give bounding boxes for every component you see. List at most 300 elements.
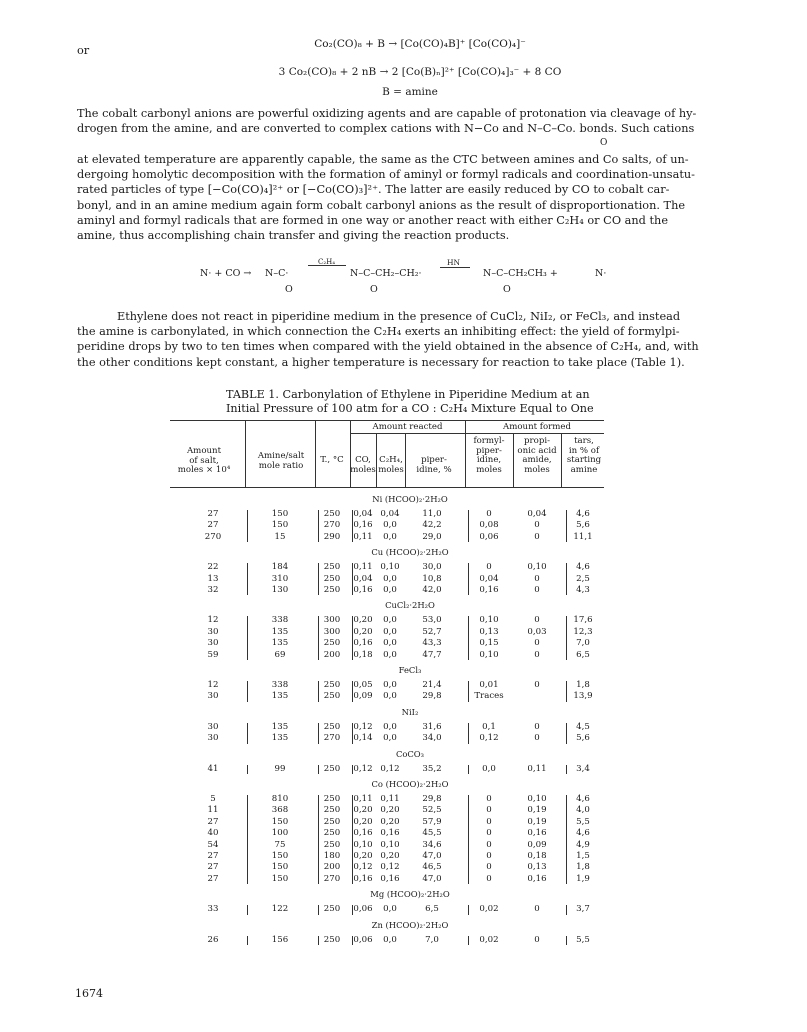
table-cell: 0,10: [479, 649, 499, 660]
table-cell: 0,10: [380, 562, 400, 573]
table-cell: 0,09: [353, 691, 373, 702]
header-amine-salt: Amine/salt mole ratio: [257, 451, 305, 471]
column-separator: [352, 936, 353, 945]
table-cell: 34,6: [422, 839, 442, 850]
table-cell: 0,0: [383, 531, 397, 542]
table-cell: 200: [323, 862, 341, 873]
table-cell: 57,9: [422, 816, 442, 827]
table-cell: 0,06: [479, 531, 499, 542]
column-separator: [352, 563, 353, 595]
table-cell: 45,5: [422, 828, 442, 839]
table-cell: 250: [323, 680, 341, 690]
table-cell: 1,8: [576, 680, 590, 690]
table-group-label: NiI₂: [401, 706, 419, 717]
table-cell: Traces: [474, 691, 504, 702]
table-cell: 75: [274, 839, 286, 850]
column-separator: [352, 510, 353, 542]
caption-line-2: Initial Pressure of 100 atm for a CO : C₂H₄ Mixture Equal to One: [226, 402, 594, 415]
table-cell: 338: [271, 615, 289, 626]
table-cell: 12: [207, 680, 219, 690]
header-divider-1: [245, 420, 246, 487]
scheme-part-1: N· + CO →: [200, 268, 252, 279]
table-top-rule: [170, 420, 604, 421]
scheme-reagent: HN: [447, 258, 461, 267]
column-separator: [352, 723, 353, 744]
table-cell: 0,1: [482, 721, 496, 732]
group-rule: [351, 433, 604, 434]
column-separator: [247, 563, 248, 595]
table-cell: 0,20: [380, 851, 400, 861]
table-cell: 0,11: [353, 562, 373, 573]
table-cell: 4,6: [576, 509, 590, 519]
table-cell: 0,0: [383, 638, 397, 649]
table-cell: 368: [271, 805, 289, 816]
table-cell: 0: [534, 733, 540, 744]
table-cell: 0: [534, 520, 540, 531]
table-cell: 250: [323, 638, 341, 649]
header-bottom-rule: [170, 487, 604, 488]
table-cell: 0,20: [353, 851, 373, 861]
table-cell: 0,12: [479, 733, 499, 744]
table-cell: 11,1: [573, 531, 593, 542]
table-cell: 0,14: [353, 733, 373, 744]
table-cell: 135: [271, 626, 289, 637]
table-cell: 310: [271, 573, 289, 584]
table-cell: 100: [271, 828, 289, 839]
table-cell: 27: [207, 862, 219, 873]
para1-line-5: rated particles of type [−Co(CO)₄]²⁺ or [−Co(CO)₃]²⁺. The latter are easily reduced by CO to cobalt car-: [77, 183, 670, 197]
table-cell: 27: [207, 873, 219, 884]
table-cell: 0,02: [479, 904, 499, 915]
header-piperidine: piper- idine, %: [416, 455, 452, 475]
table-cell: 0,10: [527, 794, 547, 804]
table-cell: 4,5: [576, 721, 590, 732]
table-cell: 0,02: [479, 934, 499, 945]
column-separator: [318, 765, 319, 774]
table-cell: 0: [534, 649, 540, 660]
table-cell: 0: [534, 904, 540, 915]
table-cell: 0,04: [353, 509, 373, 519]
reaction-scheme: [200, 258, 620, 298]
table-cell: 0,0: [383, 733, 397, 744]
table-cell: 0,20: [380, 816, 400, 827]
para1-line-8: amine, thus accomplishing chain transfer and giving the reaction products.: [77, 229, 510, 243]
header-divider-7: [513, 434, 514, 487]
table-cell: 69: [274, 649, 286, 660]
equation-2: 3 Co₂(CO)₈ + 2 nB → 2 [Co(B)ₙ]²⁺ [Co(CO)₄]₃⁻ + 8 CO: [278, 66, 562, 78]
table-cell: 4,6: [576, 794, 590, 804]
table-cell: 21,4: [422, 680, 442, 690]
table-cell: 0,19: [527, 816, 547, 827]
para1-line-6: bonyl, and in an amine medium again form cobalt carbonyl anions as the result of disproportionation. The: [77, 198, 686, 212]
column-separator: [247, 936, 248, 945]
column-separator: [566, 936, 567, 945]
table-cell: 0: [534, 638, 540, 649]
table-cell: 42,0: [422, 585, 442, 595]
table-cell: 27: [207, 816, 219, 827]
column-separator: [318, 510, 319, 542]
column-separator: [352, 905, 353, 914]
table-cell: 0,0: [383, 573, 397, 584]
table-cell: 0,18: [353, 649, 373, 660]
table-cell: 5: [210, 794, 216, 804]
scheme-part-2: N–C·: [265, 268, 289, 279]
column-separator: [468, 936, 469, 945]
table-cell: 59: [207, 649, 219, 660]
table-cell: 0,13: [479, 626, 499, 637]
column-separator: [247, 795, 248, 884]
table-group-label: CuCl₂·2H₂O: [385, 600, 435, 611]
table-cell: 0,09: [527, 839, 547, 850]
table-cell: 338: [271, 680, 289, 690]
scheme-part-5: N·: [595, 268, 607, 279]
table-cell: 0: [534, 680, 540, 690]
table-cell: 17,6: [573, 615, 593, 626]
table-group-label: Co (HCOO)₂·2H₂O: [371, 779, 449, 789]
column-separator: [566, 681, 567, 702]
para1-line-7: aminyl and formyl radicals that are formed in one way or another react with either C₂H₄ or CO and the: [77, 213, 669, 227]
table-cell: 184: [271, 562, 289, 573]
table-cell: 150: [271, 816, 289, 827]
table-cell: 30: [207, 638, 219, 649]
table-cell: 200: [323, 649, 341, 660]
table-cell: 0,16: [380, 828, 400, 839]
header-divider-8: [561, 434, 562, 487]
para1-line-4: dergoing homolytic decomposition with the formation of aminyl or formyl radicals and coordination-unsatu-: [77, 168, 695, 182]
table-cell: 250: [323, 828, 341, 839]
table-cell: 0,16: [353, 873, 373, 884]
table-cell: 250: [323, 805, 341, 816]
table-cell: 0,16: [353, 520, 373, 531]
scheme-part-3: N–C–CH₂–CH₂·: [350, 268, 422, 279]
table-cell: 0: [486, 862, 492, 873]
table-cell: 0,16: [353, 585, 373, 595]
table-cell: 150: [271, 851, 289, 861]
column-separator: [352, 795, 353, 884]
para1-line-1: The cobalt carbonyl anions are powerful oxidizing agents and are capable of protonation via cleavage of hy-: [77, 107, 697, 120]
scheme-arrow-1: [308, 265, 346, 266]
table-cell: 0,11: [527, 763, 547, 774]
header-amount-reacted: Amount reacted: [372, 422, 443, 432]
column-separator: [468, 765, 469, 774]
table-cell: 27: [207, 851, 219, 861]
table-cell: 10,8: [422, 573, 442, 584]
header-c2h4: C₂H₄, moles: [378, 455, 404, 475]
table-cell: 0: [486, 562, 492, 573]
column-separator: [247, 905, 248, 914]
table-cell: 150: [271, 873, 289, 884]
table-cell: 250: [323, 904, 341, 915]
table-cell: 0,0: [482, 763, 496, 774]
table-cell: 4,6: [576, 562, 590, 573]
column-separator: [566, 795, 567, 884]
column-separator: [318, 681, 319, 702]
table-cell: 32: [207, 585, 219, 595]
table-cell: 150: [271, 862, 289, 873]
header-amount-salt: Amount of salt, moles × 10⁴: [177, 446, 231, 475]
column-separator: [247, 765, 248, 774]
table-cell: 0,03: [527, 626, 547, 637]
table-cell: 0,16: [527, 828, 547, 839]
table-group-label: Cu (HCOO)₂·2H₂O: [371, 547, 449, 558]
column-separator: [566, 905, 567, 914]
table-cell: 810: [271, 794, 289, 804]
table-cell: 27: [207, 509, 219, 519]
table-cell: 42,2: [422, 520, 442, 531]
table-cell: 0: [486, 828, 492, 839]
table-cell: 52,7: [422, 626, 442, 637]
table-cell: 0,11: [353, 794, 373, 804]
table-cell: 0: [486, 851, 492, 861]
table-cell: 0,0: [383, 691, 397, 702]
table-cell: 6,5: [425, 904, 439, 915]
table-cell: 12,3: [573, 626, 593, 637]
table-cell: 11: [207, 805, 219, 816]
table-cell: 13: [207, 573, 219, 584]
table-cell: 0,13: [527, 862, 547, 873]
table-cell: 0: [534, 573, 540, 584]
table-cell: 4,6: [576, 828, 590, 839]
table-cell: 0,16: [353, 828, 373, 839]
column-separator: [566, 723, 567, 744]
table-cell: 0: [486, 805, 492, 816]
table-cell: 47,0: [422, 851, 442, 861]
table-cell: 0,20: [353, 816, 373, 827]
table-cell: 0,0: [383, 934, 397, 945]
column-separator: [468, 616, 469, 660]
lead-word: or: [77, 44, 90, 57]
table-cell: 0,05: [353, 680, 373, 690]
header-amount-formed: Amount formed: [503, 422, 571, 432]
table-cell: 250: [323, 691, 341, 702]
table-cell: 0,06: [353, 934, 373, 945]
table-cell: 6,5: [576, 649, 590, 660]
carbonyl-oxygen-mark: O: [600, 138, 608, 148]
table-cell: 15: [274, 531, 286, 542]
table-cell: 0,10: [479, 615, 499, 626]
table-cell: 0,12: [380, 862, 400, 873]
table-cell: 0,0: [383, 615, 397, 626]
table-cell: 270: [323, 873, 341, 884]
table-cell: 13,9: [573, 691, 593, 702]
table-cell: 0,04: [527, 509, 547, 519]
table-cell: 0,20: [353, 615, 373, 626]
table-group-label: Zn (HCOO)₂·2H₂O: [371, 919, 449, 930]
column-separator: [566, 616, 567, 660]
page-number: 1674: [75, 987, 103, 1000]
table-cell: 0: [486, 873, 492, 884]
table-group-label: FeCl₃: [398, 665, 422, 675]
table-cell: 0: [534, 934, 540, 945]
caption-line-1: TABLE 1. Carbonylation of Ethylene in Piperidine Medium at an: [226, 388, 590, 401]
table-cell: 130: [271, 585, 289, 595]
equation-1: Co₂(CO)₈ + B → [Co(CO)₄B]⁺ [Co(CO)₄]⁻: [314, 38, 526, 50]
column-separator: [247, 723, 248, 744]
table-cell: 33: [207, 904, 219, 915]
table-cell: 0,12: [380, 763, 400, 774]
table-cell: 4,0: [576, 805, 590, 816]
table-cell: 0,01: [479, 680, 499, 690]
table-cell: 300: [323, 615, 341, 626]
table-cell: 29,0: [422, 531, 442, 542]
table-cell: 0,20: [353, 805, 373, 816]
column-separator: [247, 681, 248, 702]
table-cell: 0,16: [527, 873, 547, 884]
table-cell: 0,10: [527, 562, 547, 573]
table-cell: 250: [323, 573, 341, 584]
table-cell: 270: [323, 733, 341, 744]
column-separator: [318, 563, 319, 595]
table-cell: 0,16: [353, 638, 373, 649]
column-separator: [352, 616, 353, 660]
table-cell: 5,6: [576, 733, 590, 744]
table-cell: 12: [207, 615, 219, 626]
header-divider-4: [376, 434, 377, 487]
table-cell: 250: [323, 763, 341, 774]
scheme-oxygen-3: O: [503, 284, 511, 295]
table-cell: 270: [204, 531, 222, 542]
table-cell: 290: [323, 531, 341, 542]
table-cell: 180: [323, 851, 341, 861]
column-separator: [352, 681, 353, 702]
column-separator: [352, 765, 353, 774]
table-cell: 250: [323, 839, 341, 850]
table-cell: 250: [323, 934, 341, 945]
table-cell: 0,16: [479, 585, 499, 595]
scheme-oxygen-2: O: [370, 284, 378, 295]
table-cell: 135: [271, 721, 289, 732]
table-cell: 250: [323, 816, 341, 827]
table-group-label: Ni (HCOO)₂·2H₂O: [372, 494, 448, 504]
para2-line-3: peridine drops by two to ten times when compared with the yield obtained in the absence of C₂H₄, and, with: [77, 340, 699, 354]
table-cell: 0: [534, 721, 540, 732]
column-separator: [468, 723, 469, 744]
table-cell: 150: [271, 520, 289, 531]
table-cell: 1,5: [576, 851, 590, 861]
table-cell: 31,6: [422, 721, 442, 732]
paragraph-1-cont: [77, 152, 749, 243]
column-separator: [468, 510, 469, 542]
column-separator: [566, 563, 567, 595]
table-cell: 54: [207, 839, 219, 850]
table-cell: 300: [323, 626, 341, 637]
table-cell: 4,9: [576, 839, 590, 850]
table-cell: 0,15: [479, 638, 499, 649]
table-cell: 0,0: [383, 721, 397, 732]
table-cell: 0,0: [383, 520, 397, 531]
table-cell: 0,18: [527, 851, 547, 861]
table-cell: 0: [486, 794, 492, 804]
table-cell: 0,10: [353, 839, 373, 850]
table-cell: 46,5: [422, 862, 442, 873]
table-cell: 0,04: [380, 509, 400, 519]
column-separator: [468, 563, 469, 595]
table-cell: 29,8: [422, 691, 442, 702]
table-cell: 30: [207, 691, 219, 702]
table-cell: 22: [207, 562, 219, 573]
table-cell: 0,19: [527, 805, 547, 816]
column-separator: [318, 905, 319, 914]
table-cell: 135: [271, 638, 289, 649]
table-cell: 1,9: [576, 873, 590, 884]
column-separator: [318, 723, 319, 744]
table-cell: 0,0: [383, 904, 397, 915]
table-cell: 3,4: [576, 763, 590, 774]
table-cell: 0,04: [353, 573, 373, 584]
table-group-label: Mg (HCOO)₂·2H₂O: [370, 889, 450, 900]
table-caption: [226, 388, 626, 416]
table-cell: 250: [323, 721, 341, 732]
para2-line-1: Ethylene does not react in piperidine medium in the presence of CuCl₂, NiI₂, or FeCl₃, and instead: [117, 310, 681, 323]
table-cell: 5,5: [576, 816, 590, 827]
para1-line-3: at elevated temperature are apparently capable, the same as the CTC between amines and Co salts, of un-: [77, 153, 689, 166]
table-cell: 0,04: [479, 573, 499, 584]
table-cell: 156: [271, 934, 289, 945]
column-separator: [566, 765, 567, 774]
column-separator: [468, 905, 469, 914]
table-cell: 270: [323, 520, 341, 531]
table-cell: 5,5: [576, 934, 590, 945]
header-propionic: propi- onic acid amide, moles: [517, 436, 557, 475]
para2-line-4: the other conditions kept constant, a higher temperature is necessary for reaction to take place (Table 1).: [77, 355, 685, 369]
table-cell: 47,7: [422, 649, 442, 660]
table-cell: 0,10: [380, 839, 400, 850]
table-cell: 150: [271, 509, 289, 519]
table-cell: 53,0: [422, 615, 442, 626]
table-cell: 250: [323, 509, 341, 519]
column-separator: [566, 510, 567, 542]
table-cell: 250: [323, 562, 341, 573]
header-tars: tars, in % of starting amine: [566, 436, 602, 475]
paragraph-1: [77, 106, 749, 136]
table-cell: 7,0: [576, 638, 590, 649]
table-cell: 11,0: [422, 509, 442, 519]
table-cell: 3,7: [576, 904, 590, 915]
table-cell: 27: [207, 520, 219, 531]
scheme-part-4: N–C–CH₂CH₃ +: [483, 268, 558, 279]
para1-line-2: drogen from the amine, and are converted to complex cations with N−Co and N–C–Co. bonds. Such cations: [77, 122, 695, 136]
table-cell: 135: [271, 691, 289, 702]
table-group-label: CoCO₃: [395, 748, 425, 759]
table-cell: 35,2: [422, 763, 442, 774]
table-cell: 0,16: [380, 873, 400, 884]
paragraph-2: [77, 309, 749, 370]
table-cell: 0,11: [380, 794, 400, 804]
scheme-oxygen-1: O: [285, 284, 293, 295]
table-cell: 0,12: [353, 721, 373, 732]
table-cell: 30: [207, 721, 219, 732]
table-cell: 7,0: [425, 934, 439, 945]
table-cell: 26: [207, 934, 219, 945]
column-separator: [247, 510, 248, 542]
table-cell: 99: [274, 763, 286, 774]
table-cell: 0,11: [353, 531, 373, 542]
equation-3: B = amine: [382, 86, 438, 98]
column-separator: [247, 616, 248, 660]
table-cell: 29,8: [422, 794, 442, 804]
table-cell: 0: [534, 615, 540, 626]
column-separator: [468, 681, 469, 702]
header-divider-5: [405, 434, 406, 487]
table-cell: 122: [271, 904, 289, 915]
table-cell: 0: [486, 839, 492, 850]
table-cell: 0: [486, 509, 492, 519]
header-divider-6: [465, 420, 466, 487]
table-cell: 30: [207, 626, 219, 637]
scheme-arrow-label: C₂H₄: [318, 258, 336, 266]
table-cell: 0: [534, 585, 540, 595]
table-cell: 0,20: [353, 626, 373, 637]
